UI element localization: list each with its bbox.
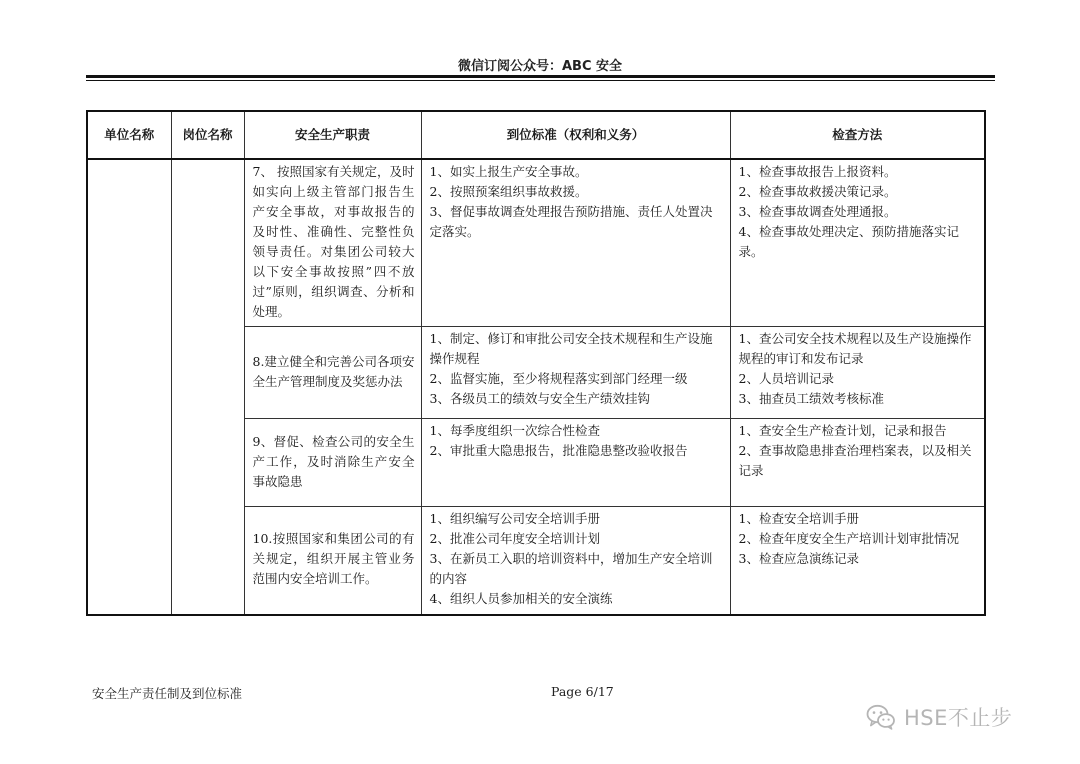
standard-item: 2、批准公司年度安全培训计划 bbox=[429, 531, 600, 546]
standard-item: 1、组织编写公司安全培训手册 bbox=[429, 511, 600, 526]
method-item: 3、检查应急演练记录 bbox=[738, 551, 859, 566]
standard-cell bbox=[421, 327, 730, 419]
method-item: 1、检查事故报告上报资料。 bbox=[738, 164, 897, 179]
standard-item: 4、组织人员参加相关的安全演练 bbox=[429, 591, 613, 606]
watermark bbox=[866, 700, 1066, 734]
header-safety-duty: 安全生产职责 bbox=[244, 111, 421, 159]
standard-item: 1、如实上报生产安全事故。 bbox=[429, 164, 588, 179]
standard-item: 3、督促事故调查处理报告预防措施、责任人处置决定落实。 bbox=[429, 204, 713, 239]
method-cell bbox=[730, 419, 985, 507]
standard-item: 3、各级员工的绩效与安全生产绩效挂钩 bbox=[429, 391, 650, 406]
method-item: 3、检查事故调查处理通报。 bbox=[738, 204, 897, 219]
duty-cell: 10.按照国家和集团公司的有关规定，组织开展主管业务范围内安全培训工作。 bbox=[244, 507, 421, 615]
method-cell bbox=[730, 507, 985, 615]
standard-item: 1、每季度组织一次综合性检查 bbox=[429, 423, 600, 438]
watermark-text: HSE不止步 bbox=[904, 706, 1013, 730]
standard-cell bbox=[421, 159, 730, 327]
standard-item: 3、在新员工入职的培训资料中，增加生产安全培训的内容 bbox=[429, 551, 713, 586]
method-item: 2、检查年度安全生产培训计划审批情况 bbox=[738, 531, 959, 546]
duty-cell: 7、 按照国家有关规定，及时如实向上级主管部门报告生产安全事故，对事故报告的及时性、准确性、完整性负领导责任。对集团公司较大以下安全事故按照”四不放过”原则，组织调查、分析和处理。 bbox=[244, 159, 421, 327]
position-name-cell bbox=[171, 159, 244, 615]
header-standard: 到位标准（权利和义务） bbox=[421, 111, 730, 159]
header-rule-thin bbox=[86, 80, 995, 81]
standard-item: 2、审批重大隐患报告，批准隐患整改验收报告 bbox=[429, 443, 688, 458]
footer-document-title: 安全生产责任制及到位标准 bbox=[92, 686, 243, 701]
method-item: 3、抽查员工绩效考核标准 bbox=[738, 391, 884, 406]
standard-cell bbox=[421, 507, 730, 615]
page-header-title: 微信订阅公众号：ABC 安全 bbox=[457, 59, 623, 74]
duty-cell: 8.建立健全和完善公司各项安全生产管理制度及奖惩办法 bbox=[244, 327, 421, 419]
header-unit-name: 单位名称 bbox=[87, 111, 171, 159]
header-check-method: 检查方法 bbox=[730, 111, 985, 159]
method-item: 1、查公司安全技术规程以及生产设施操作规程的审订和发布记录 bbox=[738, 331, 972, 366]
footer-page-number: Page 6/17 bbox=[551, 684, 614, 699]
wechat-icon bbox=[866, 704, 896, 730]
duty-cell: 9、督促、检查公司的安全生产工作，及时消除生产安全事故隐患 bbox=[244, 419, 421, 507]
method-item: 1、查安全生产检查计划，记录和报告 bbox=[738, 423, 947, 438]
method-cell bbox=[730, 159, 985, 327]
standard-cell bbox=[421, 419, 730, 507]
method-item: 2、人员培训记录 bbox=[738, 371, 834, 386]
table-row bbox=[87, 159, 985, 327]
method-item: 2、检查事故救援决策记录。 bbox=[738, 184, 897, 199]
table-header-row bbox=[87, 111, 985, 159]
method-cell bbox=[730, 327, 985, 419]
responsibility-table bbox=[86, 110, 986, 616]
method-item: 2、查事故隐患排查治理档案表，以及相关记录 bbox=[738, 443, 972, 478]
standard-item: 2、按照预案组织事故救援。 bbox=[429, 184, 588, 199]
method-item: 4、检查事故处理决定、预防措施落实记录。 bbox=[738, 224, 959, 259]
standard-item: 2、监督实施，至少将规程落实到部门经理一级 bbox=[429, 371, 688, 386]
header-rule-thick bbox=[86, 75, 995, 78]
method-item: 1、检查安全培训手册 bbox=[738, 511, 859, 526]
unit-name-cell bbox=[87, 159, 171, 615]
header-position-name: 岗位名称 bbox=[171, 111, 244, 159]
standard-item: 1、制定、修订和审批公司安全技术规程和生产设施操作规程 bbox=[429, 331, 713, 366]
